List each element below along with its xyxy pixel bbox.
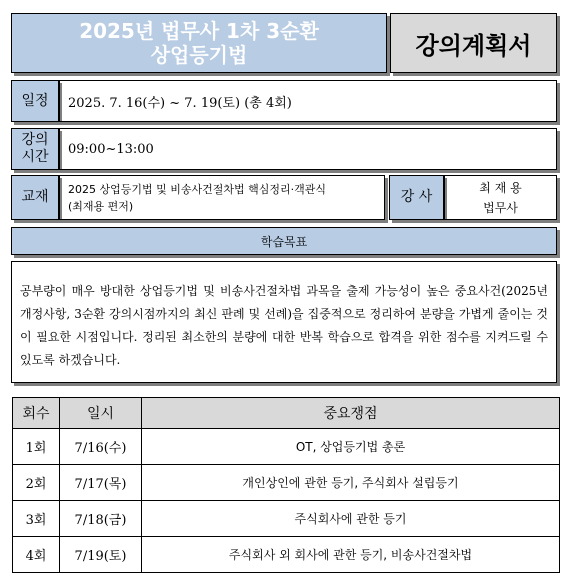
title-line1: 2025년 법무사 1차 3순환 bbox=[79, 19, 319, 43]
schedule-label bbox=[11, 80, 59, 122]
date-cell: 7/19(토) bbox=[60, 537, 142, 573]
topic-cell: OT, 상업등기법 총론 bbox=[142, 429, 560, 465]
session-cell: 3회 bbox=[13, 501, 60, 537]
header-topic: 중요쟁점 bbox=[142, 398, 560, 429]
header-session: 회수 bbox=[13, 398, 60, 429]
instructor-name: 최 재 용 bbox=[479, 180, 522, 195]
instructor-label-text: 강 사 bbox=[400, 189, 433, 205]
textbook-value-line1: 2025 상업등기법 및 비송사건절차법 핵심정리·객관식 bbox=[68, 182, 326, 196]
schedule-value: 2025. 7. 16(수) ~ 7. 19(토) (총 4회) bbox=[68, 95, 292, 111]
table-row bbox=[13, 537, 560, 573]
doc-type-title: 강의계획서 bbox=[415, 31, 532, 60]
time-label bbox=[11, 128, 59, 170]
time-value-box bbox=[59, 128, 557, 170]
session-cell: 1회 bbox=[13, 429, 60, 465]
topic-cell: 주식회사에 관한 등기 bbox=[142, 501, 560, 537]
topic-cell: 주식회사 외 회사에 관한 등기, 비송사건절차법 bbox=[142, 537, 560, 573]
time-label-text: 강의 시간 bbox=[21, 132, 49, 165]
title-line2: 상업등기법 bbox=[150, 43, 248, 67]
textbook-label-text: 교재 bbox=[21, 189, 49, 205]
textbook-value-box bbox=[59, 175, 385, 220]
topic-cell: 개인상인에 관한 등기, 주식회사 설립등기 bbox=[142, 465, 560, 501]
date-cell: 7/16(수) bbox=[60, 429, 142, 465]
lecture-schedule-table bbox=[12, 397, 560, 573]
title-banner bbox=[11, 13, 387, 73]
table-header-row bbox=[13, 398, 560, 429]
textbook-value-line2: (최재용 편저) bbox=[68, 199, 134, 213]
instructor-value-box bbox=[444, 175, 557, 220]
date-cell: 7/18(금) bbox=[60, 501, 142, 537]
goals-body-box bbox=[11, 261, 557, 383]
time-value: 09:00~13:00 bbox=[68, 141, 154, 157]
goals-body-text: 공부량이 매우 방대한 상업등기법 및 비송사건절차법 과목을 출제 가능성이 높은 중요사건(2025년 개정사항, 3순환 강의시점까지의 최신 판례 및 선례)을 집중적으로 정리하여 분량을 가볍게 줄이는 것이 필요한 시점입니다. 정리된 최소한의 분량에 대한 반복 학습으로 합격을 위한 점수를 지켜드릴 수 있도록 하겠습니다. bbox=[20, 284, 548, 367]
table-row bbox=[13, 501, 560, 537]
session-cell: 2회 bbox=[13, 465, 60, 501]
instructor-title: 법무사 bbox=[483, 200, 518, 215]
instructor-label bbox=[389, 175, 444, 220]
schedule-value-box bbox=[59, 80, 557, 122]
goals-heading: 학습목표 bbox=[260, 234, 308, 249]
textbook-label bbox=[11, 175, 59, 220]
header-date: 일시 bbox=[60, 398, 142, 429]
session-cell: 4회 bbox=[13, 537, 60, 573]
table-row bbox=[13, 429, 560, 465]
table-row bbox=[13, 465, 560, 501]
doc-type-box bbox=[390, 13, 557, 73]
goals-heading-box bbox=[11, 227, 557, 255]
schedule-label-text: 일정 bbox=[21, 92, 49, 109]
date-cell: 7/17(목) bbox=[60, 465, 142, 501]
